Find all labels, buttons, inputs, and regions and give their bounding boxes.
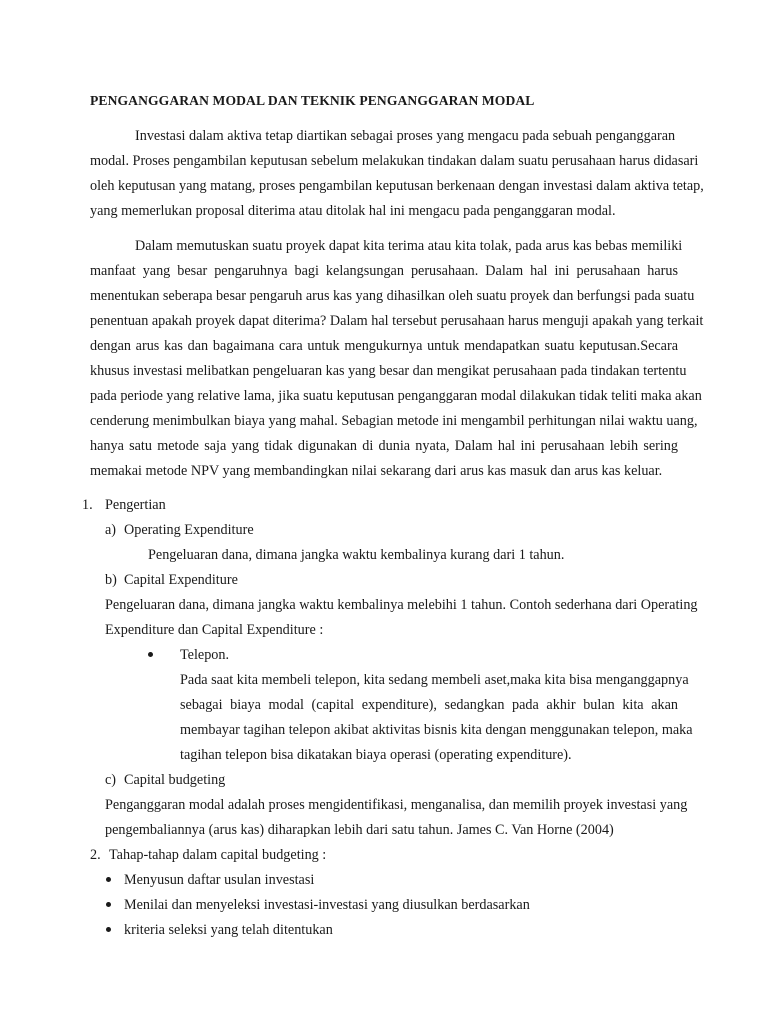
bullet-dot-icon bbox=[106, 877, 111, 882]
para2-line-2: manfaat yang besar pengaruhnya bagi kelangsungan perusahaan. Dalam hal ini perusahaan harus bbox=[90, 263, 678, 279]
bullet-telepon-line-1: Pada saat kita membeli telepon, kita sedang membeli aset,maka kita bisa menganggapnya bbox=[180, 672, 689, 688]
bullet-telepon-line-2: sebagai biaya modal (capital expenditure), sedangkan pada akhir bulan kita akan bbox=[180, 697, 678, 713]
section1-c-label: c) bbox=[105, 772, 117, 788]
para1-line-4: yang memerlukan proposal diterima atau ditolak hal ini mengacu pada penganggaran modal. bbox=[90, 203, 616, 219]
section1-heading: Pengertian bbox=[105, 497, 166, 513]
section1-a-text: Pengeluaran dana, dimana jangka waktu kembalinya kurang dari 1 tahun. bbox=[148, 547, 565, 563]
section1-b-text-line-2: Expenditure dan Capital Expenditure : bbox=[105, 622, 324, 638]
para1-line-3: oleh keputusan yang matang, proses pengambilan keputusan berkenaan dengan investasi dalam aktiva tetap, bbox=[90, 178, 704, 194]
section2-item-3: kriteria seleksi yang telah ditentukan bbox=[124, 922, 333, 938]
section2-item-1: Menyusun daftar usulan investasi bbox=[124, 872, 315, 888]
para2-line-6: khusus investasi melibatkan pengeluaran kas yang besar dan mengikat perusahaan pada tindakan tertentu bbox=[90, 363, 687, 379]
para1-line-1: Investasi dalam aktiva tetap diartikan sebagai proses yang mengacu pada sebuah penganggaran bbox=[135, 128, 676, 144]
section1-b-label: b) bbox=[105, 572, 117, 588]
bullet-dot-icon bbox=[148, 652, 153, 657]
para2-line-7: pada periode yang relative lama, jika suatu keputusan penganggaran modal dilakukan tidak teliti maka akan bbox=[90, 388, 702, 404]
section2-heading: Tahap-tahap dalam capital budgeting : bbox=[109, 847, 327, 863]
document-title: PENGANGGARAN MODAL DAN TEKNIK PENGANGGARAN MODAL bbox=[90, 93, 535, 108]
para2-line-5: dengan arus kas dan bagaimana cara untuk mengukurnya untuk mendapatkan suatu keputusan.Secara bbox=[90, 338, 678, 354]
section1-a-label: a) bbox=[105, 522, 117, 538]
para2-line-4: penentuan apakah proyek dapat diterima? Dalam hal tersebut perusahaan harus menguji apakah yang terkait bbox=[90, 313, 704, 329]
section1-b-heading: Capital Expenditure bbox=[124, 572, 238, 588]
bullet-telepon-line-3: membayar tagihan telepon akibat aktivitas bisnis kita dengan menggunakan telepon, maka bbox=[180, 722, 693, 738]
section1-number: 1. bbox=[82, 497, 93, 513]
para2-line-8: cenderung menimbulkan biaya yang mahal. Sebagian metode ini mengambil perhitungan nilai waktu uang, bbox=[90, 413, 698, 429]
bullet-dot-icon bbox=[106, 927, 111, 932]
section2-number: 2. bbox=[90, 847, 101, 863]
section1-c-heading: Capital budgeting bbox=[124, 772, 226, 788]
section1-a-heading: Operating Expenditure bbox=[124, 522, 254, 538]
bullet-telepon-heading: Telepon. bbox=[180, 647, 230, 663]
para1-line-2: modal. Proses pengambilan keputusan sebelum melakukan tindakan dalam suatu perusahaan harus didasari bbox=[90, 153, 699, 169]
para2-line-9: hanya satu metode saja yang tidak digunakan di dunia nyata, Dalam hal ini perusahaan lebih sering bbox=[90, 438, 678, 454]
section1-c-text-line-2: pengembaliannya (arus kas) diharapkan lebih dari satu tahun. James C. Van Horne (2004) bbox=[105, 822, 614, 838]
bullet-telepon-line-4: tagihan telepon bisa dikatakan biaya operasi (operating expenditure). bbox=[180, 747, 572, 763]
section1-c-text-line-1: Penganggaran modal adalah proses mengidentifikasi, menganalisa, dan memilih proyek investasi yang bbox=[105, 797, 688, 813]
section1-b-text-line-1: Pengeluaran dana, dimana jangka waktu kembalinya melebihi 1 tahun. Contoh sederhana dari Operating bbox=[105, 597, 698, 613]
para2-line-10: memakai metode NPV yang membandingkan nilai sekarang dari arus kas masuk dan arus kas keluar. bbox=[90, 463, 663, 479]
bullet-dot-icon bbox=[106, 902, 111, 907]
section2-item-2: Menilai dan menyeleksi investasi-investasi yang diusulkan berdasarkan bbox=[124, 897, 530, 913]
para2-line-1: Dalam memutuskan suatu proyek dapat kita terima atau kita tolak, pada arus kas bebas memiliki bbox=[135, 238, 683, 254]
para2-line-3: menentukan seberapa besar pengaruh arus kas yang dihasilkan oleh suatu proyek dan berfungsi pada suatu bbox=[90, 288, 695, 304]
